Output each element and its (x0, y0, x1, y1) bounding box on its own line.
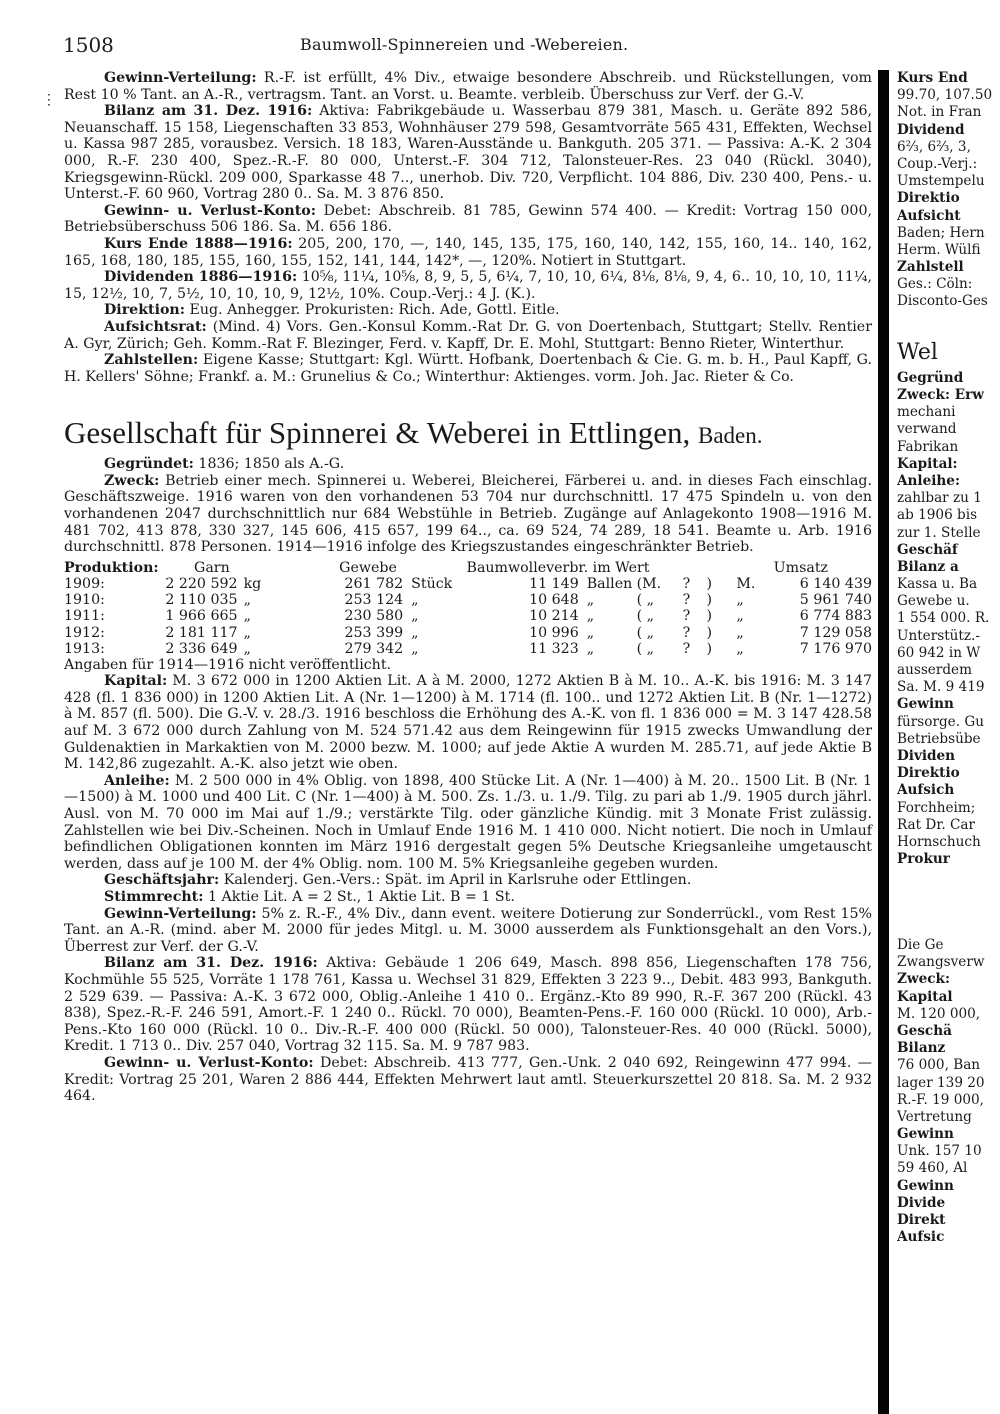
side-line: Bilanz a (897, 558, 959, 575)
production-cell-w3: ) (706, 640, 712, 657)
main-column (64, 70, 872, 1105)
side-line: 76 000, Ban (897, 1057, 981, 1074)
entry-label: Direktion: (104, 302, 185, 319)
side-line (897, 885, 1000, 902)
company-location: Baden. (697, 423, 763, 449)
column-divider (878, 70, 889, 1414)
page-number: 1508 (63, 33, 114, 57)
side-line: Kapital: (897, 455, 958, 472)
entry-paragraph (64, 673, 872, 773)
side-line: Rat Dr. Car (897, 816, 975, 833)
production-header-row (64, 560, 872, 576)
entry-paragraph (64, 456, 872, 473)
entry-text: Eug. Anhegger. Prokuristen: Rich. Ade, Gottl. Eitle. (184, 302, 560, 319)
production-cell-gewebe: 253 124 (344, 592, 404, 609)
production-row (64, 625, 872, 641)
side-line: 59 460, Al (897, 1160, 968, 1177)
side-line: Gewinn (897, 1177, 954, 1194)
production-cell-gewebe: 261 782 (344, 576, 404, 593)
production-cell-garn: 2 110 035 (165, 592, 238, 609)
prev-company-section (64, 70, 872, 385)
production-cell-bw: 10 996 (529, 624, 579, 641)
production-row (64, 641, 872, 657)
side-line: 99.70, 107.50 (897, 87, 993, 104)
entry-paragraph (64, 872, 872, 889)
production-cell-gewebe: 253 399 (344, 624, 404, 641)
entry-label: Gegründet: (104, 456, 194, 473)
entry-label: Anleihe: (104, 772, 170, 789)
adjacent-column-fragment (897, 70, 1000, 1246)
production-cell-u-prefix: „ (736, 608, 744, 625)
production-cell-gewebe-unit: „ (411, 608, 419, 625)
side-line (897, 920, 1000, 937)
side-line: ab 1906 bis (897, 507, 978, 524)
side-line: zahlbar zu 1 (897, 490, 982, 507)
side-line: Disconto-Ges (897, 293, 988, 310)
production-cell-w1: ( „ (636, 592, 655, 609)
production-row (64, 608, 872, 624)
production-cell-w1: (M. (636, 576, 662, 593)
entry-text: Kalenderj. Gen.-Vers.: Spät. im April in Karlsruhe oder Ettlingen. (219, 872, 692, 889)
side-line: Divide (897, 1194, 946, 1211)
production-cell-u-prefix: „ (736, 640, 744, 657)
entry-text: Eigene Kasse; Stuttgart: Kgl. Württ. Hofbank, Doertenbach & Cie. G. m. b. H., Paul Kapff, G. H. Kellers' Söhne; Frankf. a. M.: Grunelius & Co.; Winterthur: Aktienges. vorm. Joh. Jac. Rieter & Co. (64, 352, 872, 385)
side-line: Gewinn (897, 1126, 954, 1143)
entry-text: Aktiva: Fabrikgebäude u. Wasserbau 879 381, Masch. u. Geräte 892 586, Neuanschaff. 15 158, Liegenschaften 33 853, Wohnhäuser 279 598, Gesamtvorräte 565 431, Effekten, Wechsel u. Kassa 987 285, vorausbez. Versich. 18 183, Waren-Ausstände u. Bankguth. 205 371. — Passiva: A.-K. 2 304 000, R.-F. 230 400, Spez.-R.-F. 80 000, Unterst.-F. 304 712, Talonsteuer-Res. 23 040 (Rückl. 3040), Kriegsgewinn-Rückl. 209 000, Sparkasse 48 7.., unerhob. Div. 720, Verpflicht. 104 886, Div. 230 400, Pens.- u. Unterst.-F. 60 960, Vortrag 280 0.. Sa. M. 3 876 850. (64, 103, 872, 203)
entry-text: 1836; 1850 als A.-G. (193, 456, 345, 473)
production-cell-garn: 2 220 592 (165, 576, 238, 593)
production-cell-w1: ( „ (636, 608, 655, 625)
side-line: Dividend (897, 121, 965, 138)
side-line: Die Ge (897, 937, 944, 953)
production-cell-w3: ) (706, 576, 712, 593)
entry-paragraph (64, 269, 872, 302)
entry-label: Zweck: (104, 472, 160, 489)
entry-paragraph (64, 103, 872, 203)
side-line: R.-F. 19 000, (897, 1091, 984, 1108)
side-line: Unterstütz.- (897, 627, 980, 644)
production-row (64, 592, 872, 608)
side-line: Geschä (897, 1022, 952, 1039)
side-line: Anleihe: (897, 472, 960, 489)
side-line (897, 311, 1000, 328)
entry-text: M. 3 672 000 in 1200 Aktien Lit. A à M. 2000, 1272 Aktien B à M. 10.. A.-K. bis 1916: M. 3 147 428 (fl. 1 836 000) in 1200 Aktien Lit. A (Nr. 1—1200) à M. 1714 (fl. 100.. und 1272 Aktien Lit. B (Nr. 1—1272) à M. 857 (fl. 500). Die G.-V. v. 28./3. 1916 beschloss die Erhöhung des A.-K. von fl. 1 836 000 = M. 3 147 428.58 auf M. 3 672 000 durch Zahlung von M. 524 571.42 aus dem Reingewinn für 1915 zwecks Umwandlung der Guldenaktien in Markaktien von M. 2000 bezw. M. 1000; auf jede Aktie A wurden M. 285.71, auf jede Aktie B M. 142,86 zugezahlt. A.-K. also jetzt wie oben. (64, 673, 872, 773)
entry-text: Debet: Abschreib. 413 777, Gen.-Unk. 2 040 692, Reingewinn 477 994. — Kredit: Vortrag 25 201, Waren 2 886 444, Effekten Mehrwert laut amtl. Steuerkurszettel 20 818. Sa. M. 2 932 464. (64, 1054, 872, 1105)
production-cell-w2: ? (682, 608, 691, 625)
side-line: Zwangsverw (897, 954, 985, 971)
side-line: Not. in Fran (897, 104, 982, 121)
company-intro (64, 456, 872, 556)
entry-text: 5% z. R.-F., 4% Div., dann event. weitere Dotierung zur Sonderrückl., vom Rest 15% Tant. an A.-R. (mind. aber M. 2000 für jedes Mitgl. u. M. 3000 ausserdem als Funktionsgehalt an den Vors.), Überrest zur Verf. der G.-V. (64, 905, 872, 955)
production-cell-garn: 2 336 649 (165, 640, 238, 657)
side-line (897, 868, 1000, 885)
entry-text: Aktiva: Gebäude 1 206 649, Masch. 898 856, Liegenschaften 178 756, Kochmühle 55 525, Vorräte 1 178 761, Kassa u. Wechsel 31 829, Effekten 3 223 9.., Debit. 483 993, Bankguth. 2 529 639. — Passiva: A.-K. 3 672 000, Oblig.-Anleihe 1 410 0.. Ergänz.-Kto 89 990, R.-F. 367 200 (Rückl. 43 838), Spez.-R.-F. 246 591, Amort.-F. 1 240 0.. Rückl. 70 000), Beamten-Pens.-F. 160 000 (Rückl. 10 000), Arb.-Pens.-Kto 160 000 (Rückl. 10 0.. Div.-R.-F. 400 000 (Rückl. 50 000), Talonsteuer-Res. 40 000 (Rückl. 5000), Kredit. 1 713 0.. Div. 257 040, Vortrag 32 115. Sa. M. 9 787 983. (64, 955, 873, 1055)
production-label: Produktion: (64, 559, 159, 576)
entry-label: Kurs Ende 1888—1916: (104, 235, 293, 252)
production-cell-umsatz: 6 140 439 (799, 576, 873, 593)
side-line: Direkt (897, 1212, 946, 1228)
side-line: lager 139 20 (897, 1074, 985, 1091)
entry-text: M. 2 500 000 in 4% Oblig. von 1898, 400 Stücke Lit. A (Nr. 1—400) à M. 20.. 1500 Lit. B (Nr. 1—1500) à M. 1000 und 400 Lit. C (Nr. 1—400) à M. 500. Zs. 1./3. u. 1./9. Tilg. zu pari ab 1./9. 1905 durch jährl. Ausl. von M. 70 000 im Mai auf 1./9.; verstärkte Tilg. oder gänzliche Kündig. mit 3 Monate Frist zulässig. Zahlstellen wie bei Div.-Scheinen. Noch in Umlauf Ende 1916 M. 1 410 000. Nicht notiert. Die noch in Umlauf befindlichen Obligationen konnten im März 1916 dergestalt gegen 5% Deutsche Kriegsanleihe umgetauscht werden, dass auf je 100 M. der 4% Oblig. nom. 100 M. 5% Kriegsanleihe gegeben wurden. (64, 772, 872, 872)
entry-paragraph (64, 70, 872, 103)
entry-label: Stimmrecht: (104, 888, 204, 905)
entry-label: Gewinn- u. Verlust-Konto: (104, 202, 316, 219)
side-line: Wel (897, 339, 938, 365)
side-line: Umstempelu (897, 173, 985, 190)
side-line: mechani (897, 404, 956, 421)
side-line: Sa. M. 9 419 (897, 679, 985, 696)
entry-paragraph (64, 236, 872, 269)
production-header-baumwolle: Baumwolleverbr. im Wert (466, 559, 650, 576)
side-line: Direktio (897, 190, 960, 207)
entry-label: Dividenden 1886—1916: (104, 269, 298, 286)
side-line: zur 1. Stelle (897, 524, 981, 541)
production-cell-garn-unit: „ (243, 640, 251, 657)
production-header-garn: Garn (194, 559, 230, 576)
entry-label: Kapital: (104, 673, 168, 690)
entry-paragraph (64, 773, 872, 873)
company-details (64, 673, 872, 1104)
production-cell-gewebe: 230 580 (344, 608, 404, 625)
production-cell-w1: ( „ (636, 624, 655, 641)
production-cell-u-prefix: „ (736, 592, 744, 609)
side-line: Gegründ (897, 369, 964, 386)
production-header-gewebe: Gewebe (339, 559, 397, 576)
production-cell-year: 1912: (64, 624, 105, 641)
side-line: M. 120 000, (897, 1005, 981, 1022)
side-line: Aufsic (897, 1229, 945, 1246)
entry-text: 10⅝, 11¼, 10⅝, 8, 9, 5, 5, 6¼, 7, 10, 10, 6¼, 8⅛, 8⅛, 9, 4, 6.. 10, 10, 10, 11¼, 15, 12½, 10, 7, 5½, 10, 10, 10, 9, 12½, 10%. Coup.-Verj.: 4 J. (K.). (64, 269, 873, 302)
side-line: Dividen (897, 747, 956, 764)
entry-label: Gewinn-Verteilung: (104, 70, 257, 86)
side-line: Direktio (897, 765, 960, 782)
side-line: Zweck: (897, 971, 950, 988)
production-header-umsatz: Umsatz (773, 559, 828, 576)
side-line: Unk. 157 10 (897, 1143, 982, 1160)
company-title (64, 413, 872, 456)
side-line: Baden; Hern (897, 224, 985, 241)
side-line: Aufsicht (897, 207, 961, 224)
production-cell-w3: ) (706, 624, 712, 641)
production-cell-bw: 10 214 (529, 608, 579, 625)
production-cell-bw-unit: „ (586, 608, 595, 625)
side-line: Coup.-Verj.: (897, 155, 978, 172)
production-cell-bw: 11 149 (529, 576, 579, 593)
production-cell-w2: ? (682, 592, 691, 609)
entry-label: Gewinn- u. Verlust-Konto: (104, 1054, 314, 1071)
production-cell-year: 1909: (64, 576, 105, 593)
production-cell-w2: ? (682, 640, 691, 657)
entry-paragraph (64, 319, 872, 352)
production-cell-w3: ) (706, 592, 712, 609)
side-line: Aufsich (897, 782, 955, 799)
production-cell-year: 1910: (64, 592, 105, 609)
side-line: Gewinn (897, 696, 954, 713)
production-cell-bw-unit: „ (586, 624, 595, 641)
production-cell-year: 1913: (64, 640, 105, 657)
entry-label: Bilanz am 31. Dez. 1916: (104, 103, 313, 120)
entry-label: Bilanz am 31. Dez. 1916: (104, 955, 318, 972)
entry-text: Betrieb einer mech. Spinnerei u. Weberei, Bleicherei, Färberei u. and. in dieses Fach einschlag. Geschäftszweige. 1916 waren von den vorhandenen 53 704 nur durchschnittl. 17 475 Spindeln u. von den vorhandenen 2047 durchschnittlich nur 684 Webstühle in Betrieb. Zugänge auf Anlagekonto 1908—1916 M. 481 702, 413 878, 330 327, 145 606, 415 657, 199 64.., ca. 69 524, 74 289, 18 541. Beamte u. Arb. 1916 durchschnittl. 878 Personen. 1914—1916 infolge des Kriegszustandes eingeschränkter Betrieb. (64, 472, 872, 556)
production-cell-umsatz: 5 961 740 (799, 592, 873, 609)
production-cell-gewebe-unit: „ (411, 640, 419, 657)
production-row (64, 576, 872, 592)
side-line: Zweck: Erw (897, 387, 984, 403)
production-cell-garn: 2 181 117 (165, 624, 238, 641)
side-line: Kapital (897, 988, 953, 1005)
production-cell-w3: ) (706, 608, 712, 625)
production-cell-w2: ? (682, 624, 691, 641)
entry-paragraph (64, 203, 872, 236)
production-table (64, 560, 872, 673)
side-line: Kassa u. Ba (897, 576, 978, 593)
side-line: 6⅔, 6⅔, 3, (897, 138, 971, 155)
running-head: Baumwoll-Spinnereien und -Webereien. (300, 35, 629, 54)
side-line: Kurs End (897, 70, 968, 86)
production-footnote: Angaben für 1914—1916 nicht veröffentlicht. (64, 657, 392, 674)
side-line: Geschäf (897, 541, 958, 558)
production-cell-umsatz: 7 129 058 (799, 624, 873, 641)
entry-paragraph (64, 955, 872, 1055)
entry-label: Geschäftsjahr: (104, 872, 220, 889)
entry-label: Gewinn-Verteilung: (104, 905, 257, 922)
production-cell-gewebe-unit: „ (411, 624, 419, 641)
production-cell-gewebe-unit: Stück (411, 576, 453, 593)
production-cell-garn-unit: kg (243, 576, 262, 593)
production-cell-u-prefix: M. (736, 576, 756, 593)
side-line: Hornschuch (897, 833, 981, 850)
production-cell-garn: 1 966 665 (165, 608, 238, 625)
entry-paragraph (64, 1055, 872, 1105)
entry-paragraph (64, 473, 872, 556)
side-line: Gewebe u. (897, 593, 970, 610)
side-line: Fabrikan (897, 438, 959, 455)
entry-text: (Mind. 4) Vors. Gen.-Konsul Komm.-Rat Dr. G. von Doertenbach, Stuttgart; Stellv. Rentier A. Gyr, Zürich; Geh. Komm.-Rat F. Blezinger, Ferd. v. Kapff, Dr. E. Mohl, Stuttgart: Benno Rieter, Winterthur. (64, 318, 872, 352)
production-cell-bw: 10 648 (529, 592, 579, 609)
entry-label: Zahlstellen: (104, 352, 199, 369)
side-line: Vertretung (897, 1108, 972, 1125)
production-cell-u-prefix: „ (736, 624, 744, 641)
entry-paragraph (64, 352, 872, 385)
production-cell-umsatz: 7 176 970 (799, 640, 873, 657)
side-line: Herm. Wülfi (897, 241, 981, 258)
production-cell-bw-unit: „ (586, 640, 595, 657)
side-line (897, 903, 1000, 920)
side-line: Ges.: Cöln: (897, 276, 973, 293)
side-line: verwand (897, 421, 957, 438)
production-cell-w2: ? (682, 576, 691, 593)
margin-dots: ⋮ (42, 92, 56, 108)
production-cell-garn-unit: „ (243, 624, 251, 641)
entry-paragraph (64, 302, 872, 319)
production-cell-bw: 11 323 (529, 640, 579, 657)
side-line: Forchheim; (897, 799, 976, 816)
side-line: ausserdem (897, 662, 972, 678)
production-cell-w1: ( „ (636, 640, 655, 657)
production-cell-gewebe: 279 342 (344, 640, 404, 657)
entry-text: Debet: Abschreib. 81 785, Gewinn 574 400. — Kredit: Vortrag 150 000, Betriebsüberschuss 506 186. Sa. M. 656 186. (64, 202, 872, 236)
entry-text: 205, 200, 170, —, 140, 145, 135, 175, 160, 140, 142, 155, 160, 14.. 140, 162, 165, 168, 180, 185, 155, 160, 155, 152, 141, 144, 142*, —, 120%. Notiert in Stuttgart. (64, 235, 872, 269)
side-line: Prokur (897, 851, 950, 868)
company-title-text: Gesellschaft für Spinnerei & Weberei in Ettlingen, (64, 415, 691, 451)
side-line: fürsorge. Gu (897, 713, 984, 730)
entry-paragraph (64, 906, 872, 956)
entry-label: Aufsichtsrat: (104, 318, 207, 335)
production-cell-gewebe-unit: „ (411, 592, 419, 609)
entry-text: 1 Aktie Lit. A = 2 St., 1 Aktie Lit. B = 1 St. (203, 888, 515, 905)
side-line: Betriebsübe (897, 730, 981, 747)
side-line: 1 554 000. R. (897, 610, 990, 627)
production-cell-bw-unit: „ (586, 592, 595, 609)
side-line: Bilanz (897, 1040, 946, 1057)
production-cell-garn-unit: „ (243, 608, 251, 625)
production-cell-umsatz: 6 774 883 (799, 608, 873, 625)
side-line: Zahlstell (897, 259, 964, 276)
production-cell-garn-unit: „ (243, 592, 251, 609)
production-cell-year: 1911: (64, 608, 105, 625)
side-line: 60 942 in W (897, 644, 981, 661)
entry-paragraph (64, 889, 872, 906)
entry-text: R.-F. ist erfüllt, 4% Div., etwaige besondere Abschreib. und Rückstellungen, vom Rest 10 % Tant. an A.-R., vertragsm. Tant. an Vorst. u. Beamte. verbleib. Überschuss zur Verf. der G.-V. (64, 70, 872, 103)
production-cell-bw-unit: Ballen (586, 576, 633, 593)
